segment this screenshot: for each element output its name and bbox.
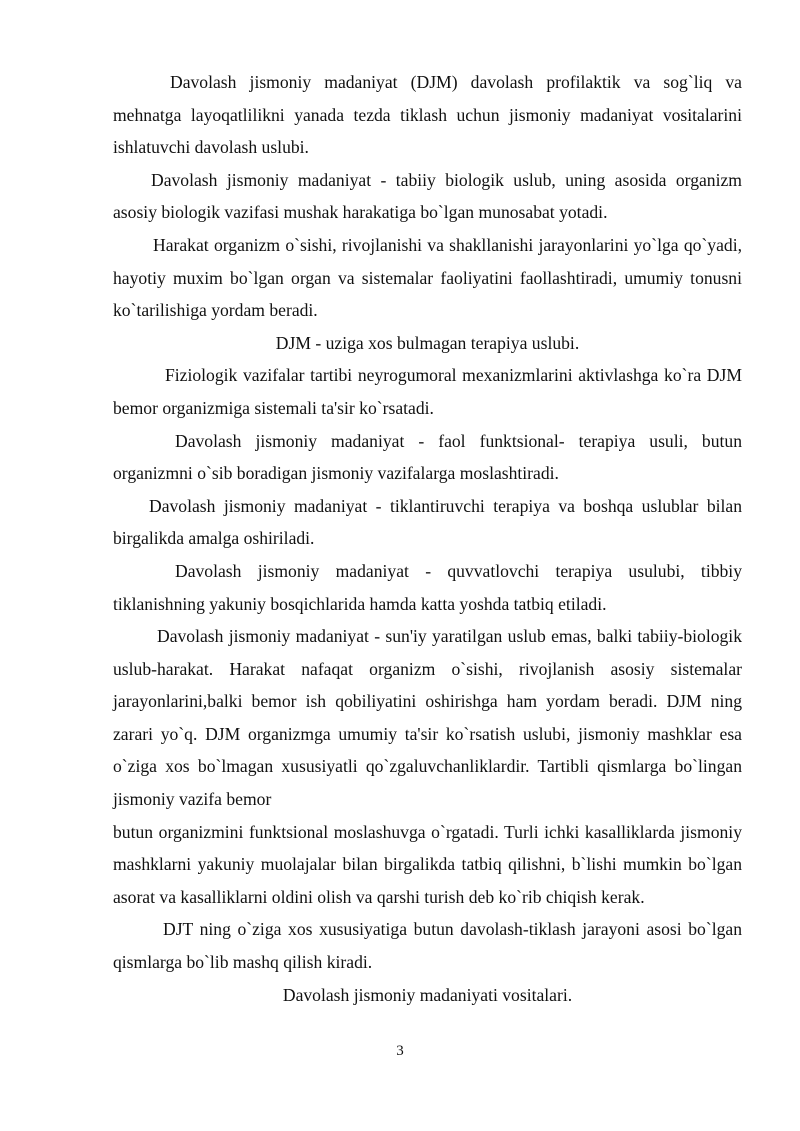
document-page — [113, 66, 742, 1011]
paragraph-djm-definition: Davolash jismoniy madaniyat (DJM) davolash profilaktik va sog`liq va mehnatga layoqatlilikni yanada tezda tiklash uchun jismoniy madaniyat vositalarini ishlatuvchi davolash uslubi. — [113, 72, 742, 158]
paragraph-physiological: Fiziologik vazifalar tartibi neyrogumoral mexanizmlarini aktivlashga ko`ra DJM bemor organizmiga sistemali ta'sir ko`rsatadi. — [113, 365, 742, 418]
paragraph-movement: Harakat organizm o`sishi, rivojlanishi va shakllanishi jarayonlarini yo`lga qo`yadi, hayotiy muxim bo`lgan organ va sistemalar faoliyatini faollashtiradi, umumiy tonusni ko`tarilishiga yordam beradi. — [113, 234, 742, 321]
paragraph-djt-feature: DJT ning o`ziga xos xususiyatiga butun davolash-tiklash jarayoni asosi bo`lgan qismlarga bo`lib mashq qilish kiradi. — [113, 919, 742, 973]
paragraph-natural-method: Davolash jismoniy madaniyat - sun'iy yaratilgan uslub emas, balki tabiiy-biologik uslub-harakat. Harakat nafaqat organizm o`sishi, rivojlanish asosiy sistemalar jarayonlarini,balki bemor ish qobiliyatini oshirishga ham yordam beradi. DJM ning zarari yo`q. DJM organizmga umumiy ta'sir ko`rsatish uslubi, jismoniy mashklar esa o`ziga xos bo`lmagan xususiyatli qo`zgaluvchanliklardir. Tartibli qismlarga bo`lingan jismoniy vazifa bemor — [113, 626, 742, 810]
paragraph-nonspecific-therapy: DJM - uziga xos bulmagan terapiya uslubi. — [275, 332, 580, 353]
paragraph-restorative: Davolash jismoniy madaniyat - tiklantiruvchi terapiya va boshqa uslublar bilan birgalikda amalga oshiriladi. — [113, 495, 742, 549]
paragraph-active-functional: Davolash jismoniy madaniyat - faol funktsional- terapiya usuli, butun organizmni o`sib boradigan jismoniy vazifalarga moslashtiradi. — [113, 430, 742, 484]
paragraph-adaptation: butun organizmini funktsional moslashuvga o`rgatadi. Turli ichki kasalliklarda jismoniy mashklarni yakuniy muolajalar bilan birgalikda tatbiq qilishni, b`lishi mumkin bo`lgan asorat va kasalliklarni oldini olish va qarshi turish deb ko`rib chiqish kerak. — [113, 821, 742, 907]
paragraph-supportive: Davolash jismoniy madaniyat - quvvatlovchi terapiya usulubi, tibbiy tiklanishning yakuniy bosqichlarida hamda katta yoshda tatbiq etiladi. — [113, 560, 742, 614]
page-number: 3 — [396, 1043, 404, 1059]
paragraph-biological-method: Davolash jismoniy madaniyat - tabiiy biologik uslub, uning asosida organizm asosiy biologik vazifasi mushak harakatiga bo`lgan munosabat yotadi. — [113, 169, 742, 223]
section-heading-means: Davolash jismoniy madaniyati vositalari. — [282, 984, 573, 1005]
